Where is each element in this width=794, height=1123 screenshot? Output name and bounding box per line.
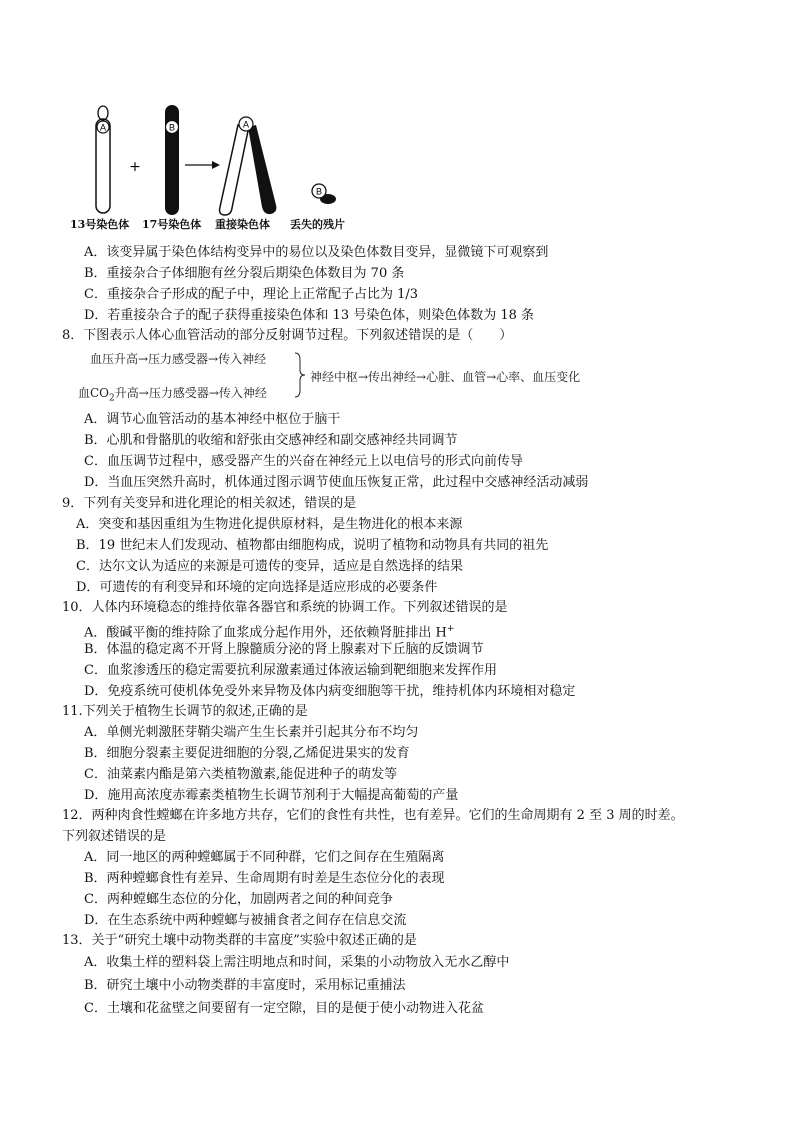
q11-option-c: C．油菜素内酯是第六类植物激素,能促进种子的萌发等 bbox=[84, 767, 398, 782]
q11-option-b: B．细胞分裂素主要促进细胞的分裂,乙烯促进果实的发育 bbox=[84, 746, 410, 761]
q7-option-b: B．重接杂合子体细胞有丝分裂后期染色体数目为 70 条 bbox=[84, 266, 405, 281]
q12-option-b: B．两种螳螂食性有差异、生命周期有时差是生态位分化的表现 bbox=[84, 871, 445, 886]
fused-chromosome bbox=[220, 117, 277, 215]
label-chr17: 17号染色体 bbox=[142, 218, 202, 231]
svg-text:B: B bbox=[315, 186, 323, 197]
q12-stem: 12．两种肉食性螳螂在许多地方共存，它们的食性有共性，也有差异。它们的生命周期有 2 至 3 周的时差。 bbox=[62, 808, 684, 823]
svg-text:A: A bbox=[242, 119, 250, 130]
q13-stem: 13．关于“研究土壤中动物类群的丰富度”实验中叙述正确的是 bbox=[62, 933, 417, 948]
q7-option-a: A．该变异属于染色体结构变异中的易位以及染色体数目变异，显微镜下可观察到 bbox=[84, 245, 549, 260]
label-chr13: 13号染色体 bbox=[70, 218, 130, 231]
q13-option-b: B．研究土壤中小动物类群的丰富度时，采用标记重捕法 bbox=[84, 978, 406, 993]
q9-option-d: D．可遗传的有利变异和环境的定向选择是适应形成的必要条件 bbox=[76, 580, 438, 595]
flow-right: 神经中枢→传出神经→心脏、血管→心率、血压变化 bbox=[310, 370, 581, 384]
svg-text:A: A bbox=[99, 122, 107, 133]
q10-option-a: A．酸碱平衡的维持除了血浆成分起作用外，还依赖肾脏排出 H+ bbox=[84, 624, 455, 641]
chromosome-17 bbox=[165, 105, 179, 215]
q13-option-a: A．收集土样的塑料袋上需注明地点和时间，采集的小动物放入无水乙醇中 bbox=[84, 955, 510, 970]
arrow-icon bbox=[185, 161, 220, 169]
q10-stem: 10．人体内环境稳态的维持依靠各器官和系统的协调工作。下列叙述错误的是 bbox=[62, 600, 508, 615]
q7-option-c: C．重接杂合子形成的配子中，理论上正常配子占比为 1/3 bbox=[84, 287, 419, 302]
label-fragment: 丢失的残片 bbox=[290, 218, 345, 231]
q11-option-a: A．单侧光刺激胚芽鞘尖端产生生长素并引起其分布不均匀 bbox=[84, 725, 419, 740]
label-fused: 重接染色体 bbox=[215, 218, 270, 231]
q10-option-c: C．血浆渗透压的稳定需要抗利尿激素通过体液运输到靶细胞来发挥作用 bbox=[84, 663, 497, 678]
q9-stem: 9．下列有关变异和进化理论的相关叙述，错误的是 bbox=[62, 496, 357, 511]
q7-option-d: D．若重接杂合子的配子获得重接染色体和 13 号染色体，则染色体数为 18 条 bbox=[84, 308, 535, 323]
q10-option-b: B．体温的稳定离不开肾上腺髓质分泌的肾上腺素对下丘脑的反馈调节 bbox=[84, 642, 484, 657]
chromosome-13 bbox=[96, 106, 110, 213]
q12-option-d: D．在生态系统中两种螳螂与被捕食者之间存在信息交流 bbox=[84, 913, 407, 928]
q8-option-b: B．心肌和骨骼肌的收缩和舒张由交感神经和副交感神经共同调节 bbox=[84, 433, 458, 448]
plus-sign: + bbox=[129, 159, 141, 175]
flow-line-1: 血压升高→压力感受器→传入神经 bbox=[90, 352, 267, 366]
q9-option-a: A．突变和基因重组为生物进化提供原材料，是生物进化的根本来源 bbox=[76, 517, 463, 532]
svg-text:B: B bbox=[168, 122, 176, 133]
q13-option-c: C．土壤和花盆壁之间要留有一定空隙，目的是便于使小动物进入花盆 bbox=[84, 1001, 484, 1016]
flow-brace bbox=[294, 352, 306, 398]
q12-option-c: C．两种螳螂生态位的分化，加剧两者之间的种间竞争 bbox=[84, 892, 393, 907]
q9-option-c: C．达尔文认为适应的来源是可遗传的变异，适应是自然选择的结果 bbox=[76, 559, 463, 574]
q10-option-d: D．免疫系统可使机体免受外来异物及体内病变细胞等干扰，维持机体内环境相对稳定 bbox=[84, 684, 576, 699]
chromosome-figure bbox=[60, 95, 380, 235]
q8-option-d: D．当血压突然升高时，机体通过图示调节使血压恢复正常，此过程中交感神经活动减弱 bbox=[84, 475, 589, 490]
q11-stem: 11.下列关于植物生长调节的叙述,正确的是 bbox=[62, 704, 308, 719]
q11-option-d: D．施用高浓度赤霉素类植物生长调节剂利于大幅提高葡萄的产量 bbox=[84, 788, 459, 803]
q8-option-c: C．血压调节过程中，感受器产生的兴奋在神经元上以电信号的形式向前传导 bbox=[84, 454, 523, 469]
q9-option-b: B．19 世纪末人们发现动、植物都由细胞构成，说明了植物和动物具有共同的祖先 bbox=[76, 538, 549, 553]
q8-option-a: A．调节心血管活动的基本神经中枢位于脑干 bbox=[84, 412, 341, 427]
q12-stem-2: 下列叙述错误的是 bbox=[62, 829, 167, 844]
q12-option-a: A．同一地区的两种螳螂属于不同种群，它们之间存在生殖隔离 bbox=[84, 850, 445, 865]
flow-line-2: 血$CO_2$升高→压力感受器→传入神经 bbox=[78, 386, 267, 404]
q8-stem: 8．下图表示人体心血管活动的部分反射调节过程。下列叙述错误的是（ ） bbox=[62, 328, 513, 343]
lost-fragment bbox=[312, 184, 336, 204]
